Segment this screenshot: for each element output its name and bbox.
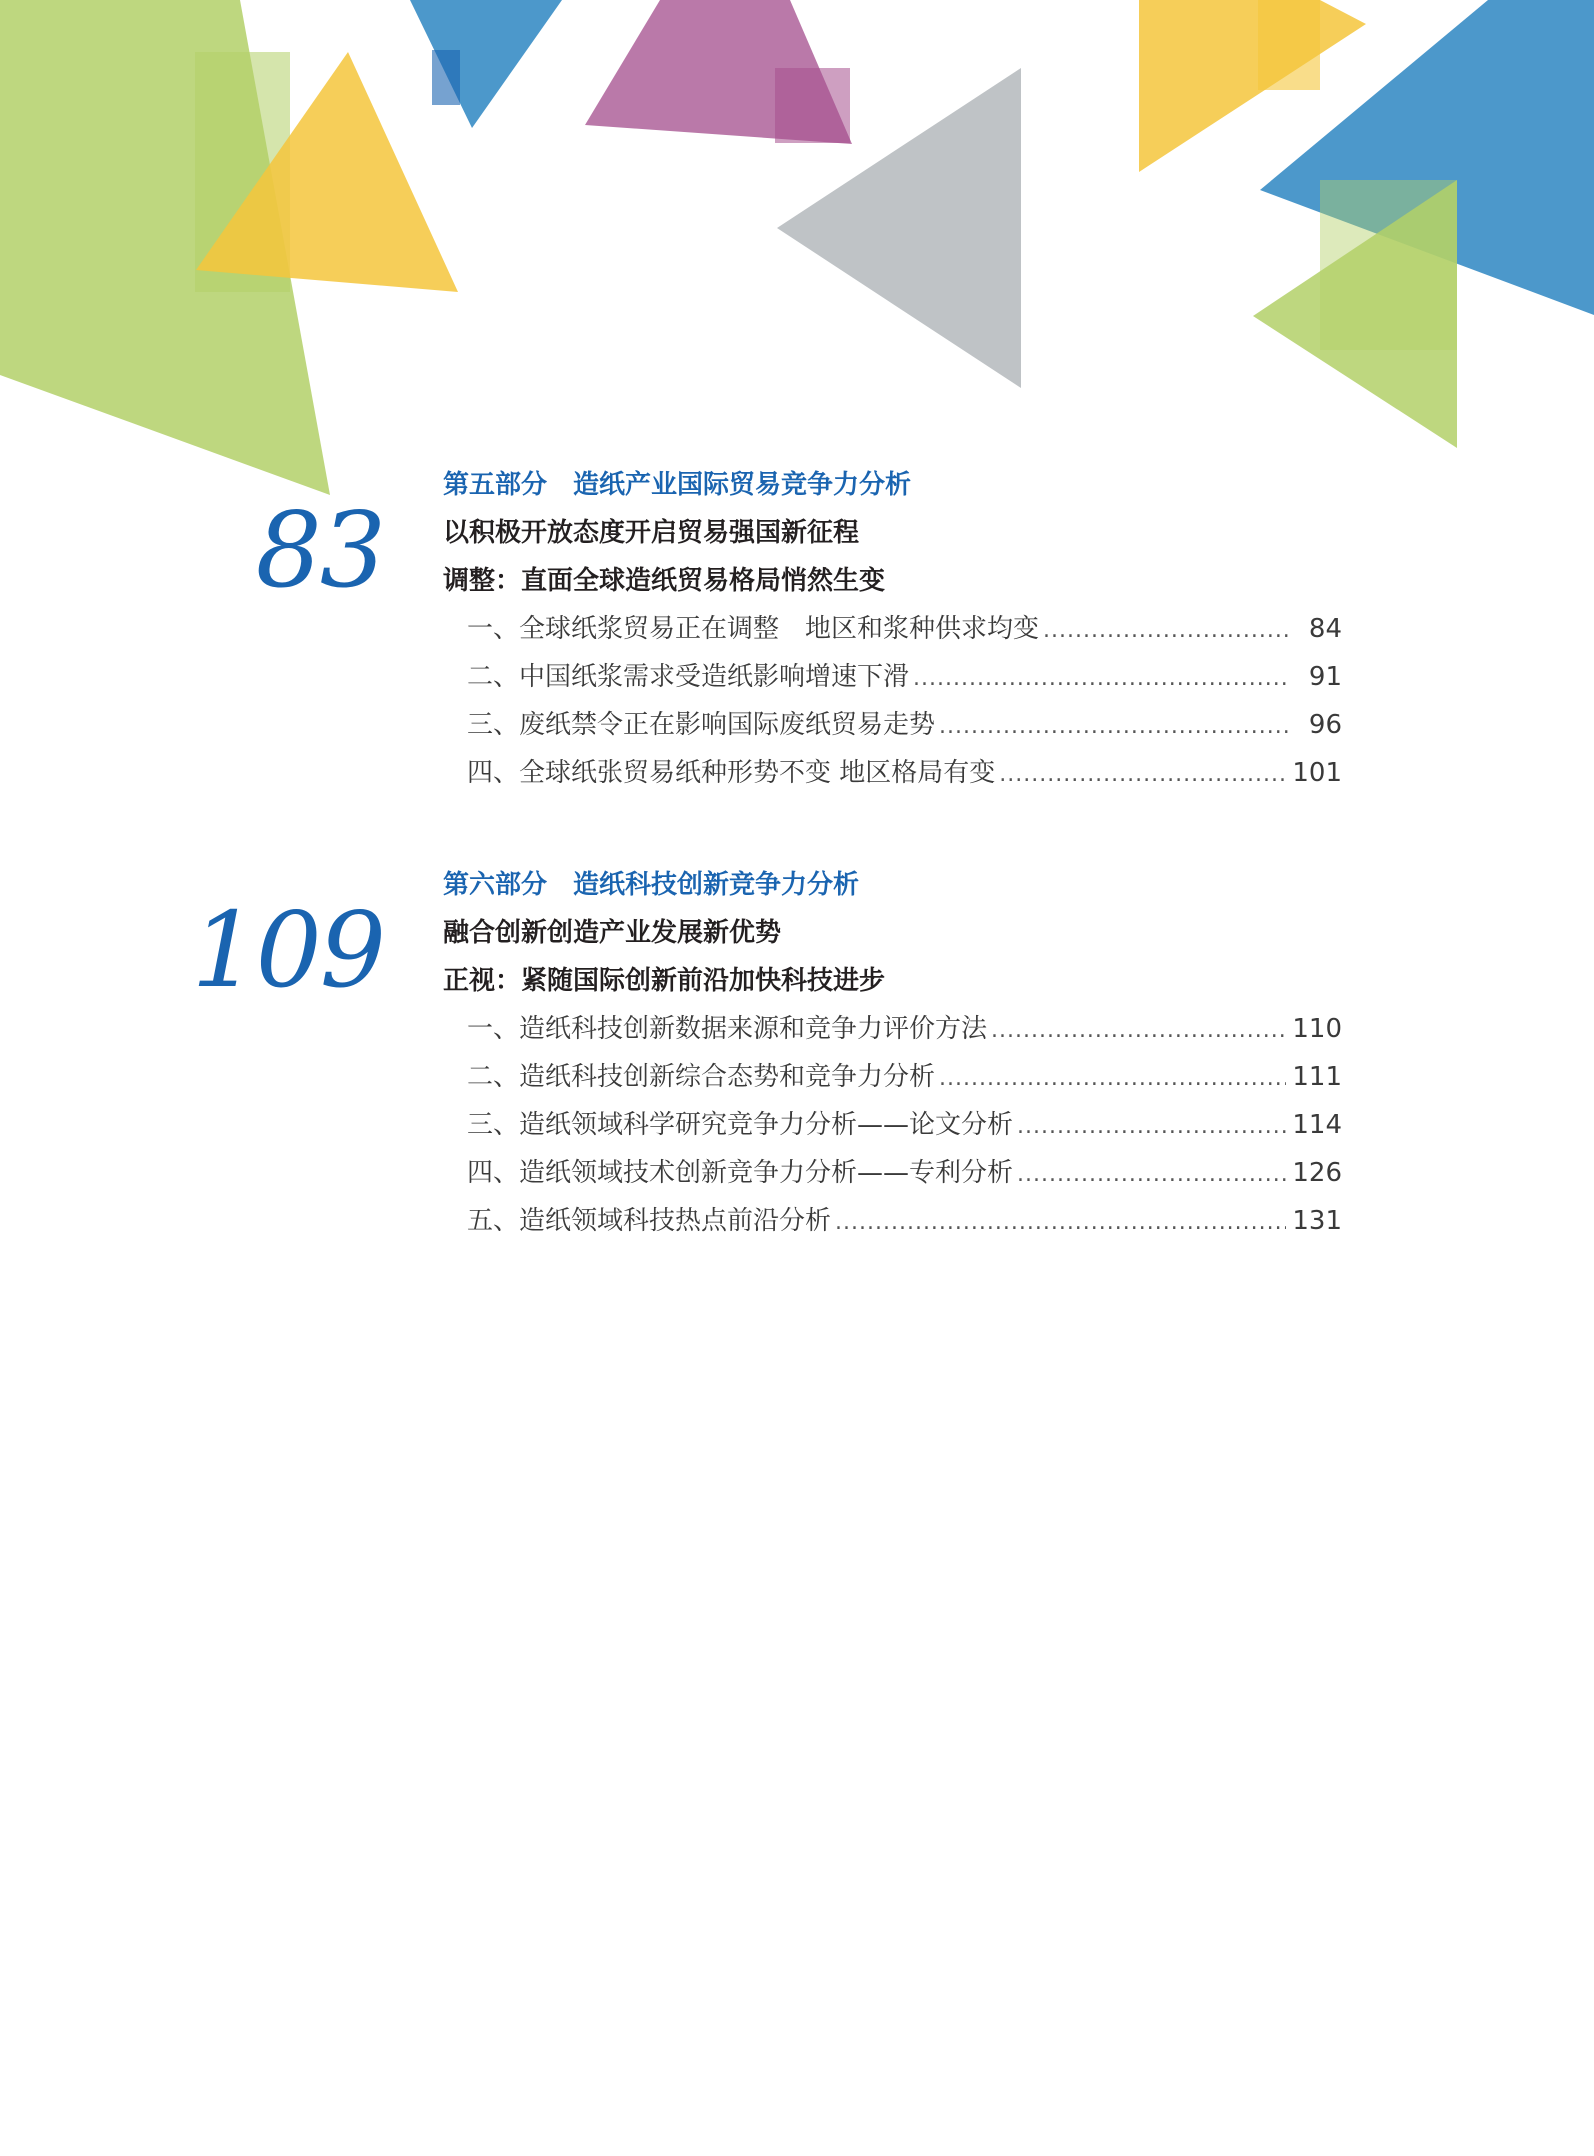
toc-entry-title: 一、全球纸浆贸易正在调整 地区和浆种供求均变	[467, 614, 1040, 644]
toc-entry-title: 四、全球纸张贸易纸种形势不变 地区格局有变	[467, 758, 996, 788]
toc-entry[interactable]	[467, 708, 1342, 756]
toc-entry-page: 84	[1308, 614, 1342, 644]
dot-leader	[835, 1206, 1286, 1240]
toc-entry[interactable]	[467, 756, 1342, 804]
dot-leader	[991, 1014, 1286, 1048]
toc-entry[interactable]	[467, 1108, 1342, 1156]
toc-entry-title: 二、造纸科技创新综合态势和竞争力分析	[467, 1062, 936, 1092]
toc-entry[interactable]	[467, 612, 1342, 660]
toc-entry-title: 三、造纸领域科学研究竞争力分析——论文分析	[467, 1110, 1014, 1140]
decorative-triangles	[0, 0, 1594, 500]
toc-entry-page: 96	[1308, 710, 1342, 740]
part-title: 第五部分 造纸产业国际贸易竞争力分析	[443, 470, 912, 500]
dot-leader	[1017, 1158, 1286, 1192]
toc-entry[interactable]	[467, 1060, 1342, 1108]
toc-entry-title: 一、造纸科技创新数据来源和竞争力评价方法	[467, 1014, 988, 1044]
green-square-right	[1320, 180, 1457, 350]
toc-entry-page: 91	[1308, 662, 1342, 692]
dot-leader	[1043, 614, 1290, 648]
toc-entry-page: 110	[1292, 1014, 1342, 1044]
section-heading: 融合创新创造产业发展新优势	[443, 918, 782, 948]
blue-square-top	[432, 50, 460, 105]
section-subheading: 正视：紧随国际创新前沿加快科技进步	[443, 966, 886, 996]
toc-entry-page: 131	[1292, 1206, 1342, 1236]
section-heading: 以积极开放态度开启贸易强国新征程	[443, 518, 860, 548]
section-start-page: 109	[191, 889, 384, 1011]
dot-leader	[939, 1062, 1286, 1096]
toc-entry-title: 二、中国纸浆需求受造纸影响增速下滑	[467, 662, 910, 692]
magenta-square	[775, 68, 850, 143]
yellow-square-right	[1258, 0, 1320, 90]
toc-entry-title: 五、造纸领域科技热点前沿分析	[467, 1206, 832, 1236]
toc-entry-page: 114	[1292, 1110, 1342, 1140]
section-start-page: 83	[255, 489, 384, 611]
toc-entries	[467, 1012, 1342, 1252]
toc-entry-title: 三、废纸禁令正在影响国际废纸贸易走势	[467, 710, 936, 740]
part-title: 第六部分 造纸科技创新竞争力分析	[443, 870, 860, 900]
toc-entry[interactable]	[467, 1204, 1342, 1252]
toc-entry-title: 四、造纸领域技术创新竞争力分析——专利分析	[467, 1158, 1014, 1188]
toc-entry-page: 111	[1292, 1062, 1342, 1092]
toc-entries	[467, 612, 1342, 804]
dot-leader	[1017, 1110, 1286, 1144]
toc-entry-page: 101	[1292, 758, 1342, 788]
toc-entry[interactable]	[467, 660, 1342, 708]
section-subheading: 调整：直面全球造纸贸易格局悄然生变	[443, 566, 886, 596]
toc-entry[interactable]	[467, 1012, 1342, 1060]
dot-leader	[913, 662, 1290, 696]
dot-leader	[939, 710, 1290, 744]
toc-entry-page: 126	[1292, 1158, 1342, 1188]
toc-entry[interactable]	[467, 1156, 1342, 1204]
dot-leader	[999, 758, 1286, 792]
